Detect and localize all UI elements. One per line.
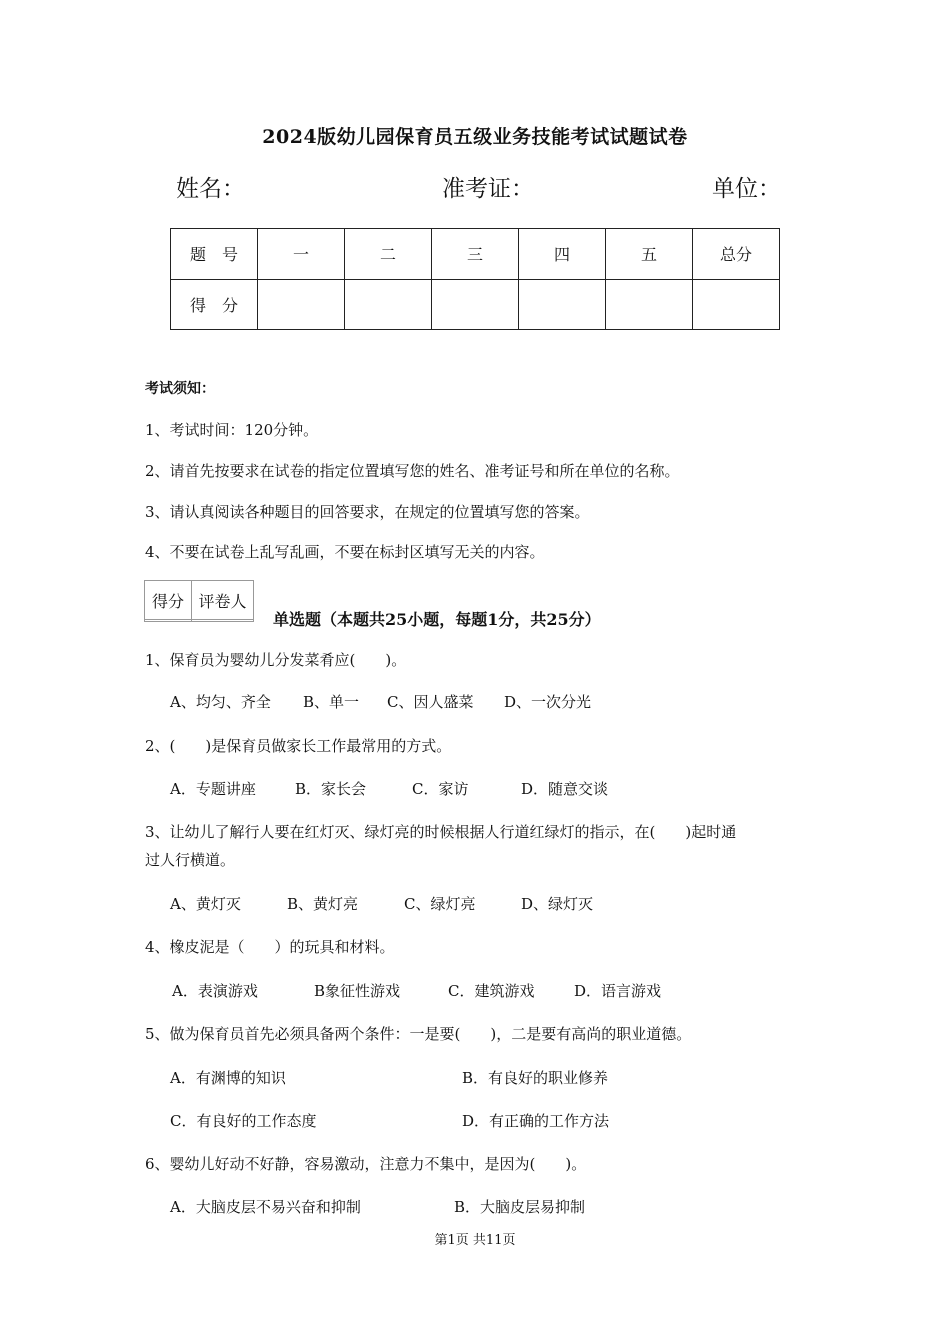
- notice-heading: 考试须知：: [145, 381, 215, 397]
- option-d: D．随意交谈: [521, 780, 609, 798]
- option-b: B、单一: [303, 693, 360, 711]
- score-header-cell: 一: [258, 229, 345, 280]
- option-a: A、黄灯灭: [170, 895, 241, 913]
- grader-box: [144, 580, 254, 622]
- score-blank-cell[interactable]: [258, 279, 345, 330]
- score-blank-cell[interactable]: [693, 279, 780, 330]
- option-b: B象征性游戏: [314, 982, 401, 1000]
- question-stem: 4、橡皮泥是（ ）的玩具和材料。: [145, 938, 395, 956]
- question-stem: 1、保育员为婴幼儿分发菜肴应( )。: [145, 651, 407, 669]
- option-b: B．有良好的职业修养: [462, 1069, 609, 1087]
- question-stem: 2、( )是保育员做家长工作最常用的方式。: [145, 737, 452, 755]
- score-header-cell: 总分: [693, 229, 780, 280]
- option-c: C．有良好的工作态度: [170, 1112, 317, 1130]
- option-a: A．专题讲座: [170, 780, 256, 798]
- option-a: A．表演游戏: [172, 982, 258, 1000]
- score-header-cell: 二: [345, 229, 432, 280]
- unit-label: 单位：: [712, 176, 781, 202]
- score-blank-cell[interactable]: [606, 279, 693, 330]
- option-a: A．大脑皮层不易兴奋和抑制: [170, 1198, 361, 1216]
- question-stem: 3、让幼儿了解行人要在红灯灭、绿灯亮的时候根据人行道红绿灯的指示，在( )起时通: [145, 823, 737, 841]
- notice-item: 2、请首先按要求在试卷的指定位置填写您的姓名、准考证号和所在单位的名称。: [145, 462, 680, 480]
- option-a: A．有渊博的知识: [170, 1069, 286, 1087]
- score-blank-cell[interactable]: [519, 279, 606, 330]
- option-c: C、绿灯亮: [404, 895, 476, 913]
- score-header-cell: 三: [432, 229, 519, 280]
- notice-item: 3、请认真阅读各种题目的回答要求，在规定的位置填写您的答案。: [145, 503, 590, 521]
- score-table: [170, 228, 780, 330]
- option-a: A、均匀、齐全: [170, 693, 271, 711]
- score-header-cell: 四: [519, 229, 606, 280]
- grader-score-label: 得分: [145, 581, 192, 620]
- option-d: D．有正确的工作方法: [462, 1112, 610, 1130]
- name-label: 姓名：: [176, 176, 245, 202]
- section-title: 单选题（本题共25小题，每题1分，共25分）: [273, 610, 601, 629]
- option-d: D、一次分光: [504, 693, 592, 711]
- option-c: C．建筑游戏: [448, 982, 535, 1000]
- score-blank-cell[interactable]: [345, 279, 432, 330]
- exam-number-label: 准考证：: [442, 176, 534, 202]
- grader-label: 评卷人: [192, 581, 254, 620]
- question-stem: 5、做为保育员首先必须具备两个条件：一是要( )，二是要有高尚的职业道德。: [145, 1025, 692, 1043]
- option-d: D．语言游戏: [574, 982, 662, 1000]
- option-b: B．大脑皮层易抑制: [454, 1198, 586, 1216]
- option-d: D、绿灯灭: [521, 895, 594, 913]
- option-c: C．家访: [412, 780, 469, 798]
- option-b: B．家长会: [295, 780, 367, 798]
- notice-item: 4、不要在试卷上乱写乱画，不要在标封区填写无关的内容。: [145, 543, 545, 561]
- score-blank-cell[interactable]: [432, 279, 519, 330]
- score-header-cell: 题 号: [171, 229, 258, 280]
- score-row-label: 得 分: [171, 279, 258, 330]
- score-table-score-row: [171, 279, 780, 330]
- question-stem: 6、婴幼儿好动不好静，容易激动，注意力不集中，是因为( )。: [145, 1155, 587, 1173]
- exam-title: 2024版幼儿园保育员五级业务技能考试试题试卷: [262, 126, 688, 148]
- option-c: C、因人盛菜: [387, 693, 474, 711]
- question-stem-cont: 过人行横道。: [145, 851, 236, 869]
- score-header-cell: 五: [606, 229, 693, 280]
- option-b: B、黄灯亮: [287, 895, 359, 913]
- notice-item: 1、考试时间：120分钟。: [145, 421, 319, 439]
- score-table-header-row: [171, 229, 780, 280]
- grader-score-blank[interactable]: [145, 620, 192, 622]
- page-footer: 第1页 共11页: [434, 1233, 516, 1248]
- grader-name-blank[interactable]: [192, 620, 254, 622]
